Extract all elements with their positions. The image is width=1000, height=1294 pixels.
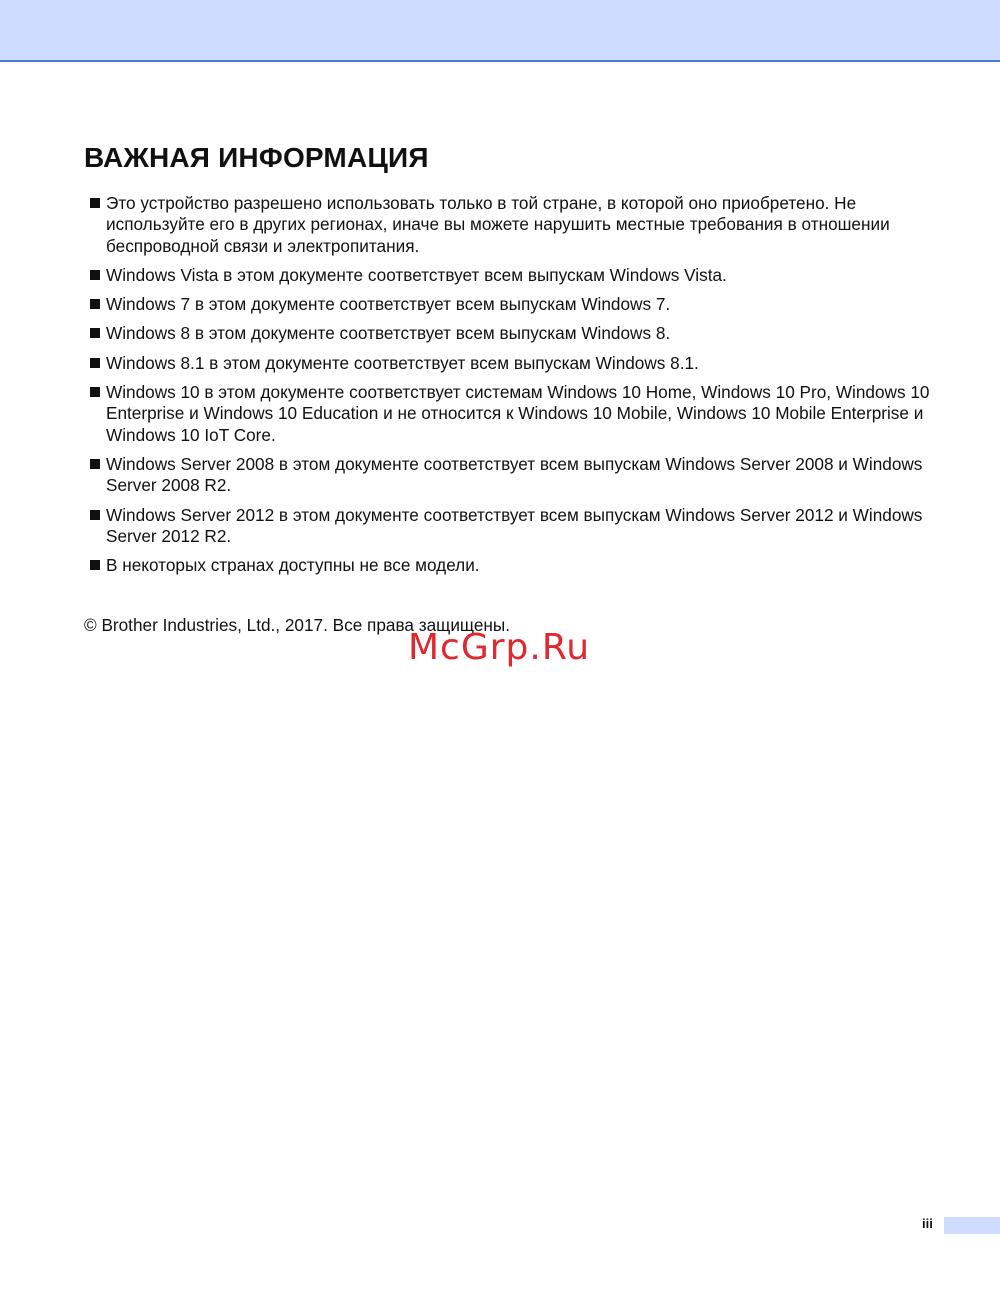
square-bullet-icon — [90, 387, 100, 397]
page-number: iii — [922, 1216, 933, 1231]
square-bullet-icon — [90, 510, 100, 520]
notice-list — [90, 193, 950, 584]
square-bullet-icon — [90, 270, 100, 280]
page-header-band — [0, 0, 1000, 62]
square-bullet-icon — [90, 299, 100, 309]
notice-item — [90, 505, 950, 548]
notice-text: Windows Server 2012 в этом документе соответствует всем выпускам Windows Server 2012 и Windows Server 2012 R2. — [106, 504, 923, 546]
notice-text: В некоторых странах доступны не все модели. — [106, 555, 480, 576]
square-bullet-icon — [90, 358, 100, 368]
square-bullet-icon — [90, 560, 100, 570]
square-bullet-icon — [90, 328, 100, 338]
notice-item — [90, 294, 950, 315]
notice-item — [90, 353, 950, 374]
notice-text: Windows 7 в этом документе соответствует всем выпускам Windows 7. — [106, 294, 671, 315]
copyright-notice: © Brother Industries, Ltd., 2017. Все права защищены. — [84, 615, 511, 635]
square-bullet-icon — [90, 198, 100, 208]
notice-item — [90, 555, 950, 576]
page-number-tab — [944, 1217, 1000, 1234]
notice-text: Windows Vista в этом документе соответствует всем выпускам Windows Vista. — [106, 264, 727, 285]
page-title: ВАЖНАЯ ИНФОРМАЦИЯ — [84, 142, 429, 173]
notice-item — [90, 193, 950, 257]
watermark: McGrp.Ru — [408, 627, 591, 668]
notice-text: Это устройство разрешено использовать только в той стране, в которой оно приобретено. Не используйте его в других регионах, иначе вы можете нарушить местные требования в отношении беспроводной связи и электропитания. — [106, 193, 890, 256]
notice-text: Windows 8 в этом документе соответствует всем выпускам Windows 8. — [106, 323, 671, 344]
notice-text: Windows 10 в этом документе соответствует системам Windows 10 Home, Windows 10 Pro, Windows 10 Enterprise и Windows 10 Education и не относится к Windows 10 Mobile, Windows 10 Mobile Enterprise и Windows 10 IoT Core. — [106, 382, 930, 445]
notice-item — [90, 454, 950, 497]
notice-text: Windows Server 2008 в этом документе соответствует всем выпускам Windows Server 2008 и Windows Server 2008 R2. — [106, 453, 923, 496]
notice-item — [90, 265, 950, 286]
square-bullet-icon — [90, 459, 100, 469]
notice-item — [90, 323, 950, 344]
notice-text: Windows 8.1 в этом документе соответствует всем выпускам Windows 8.1. — [106, 352, 699, 373]
notice-item — [90, 382, 950, 446]
